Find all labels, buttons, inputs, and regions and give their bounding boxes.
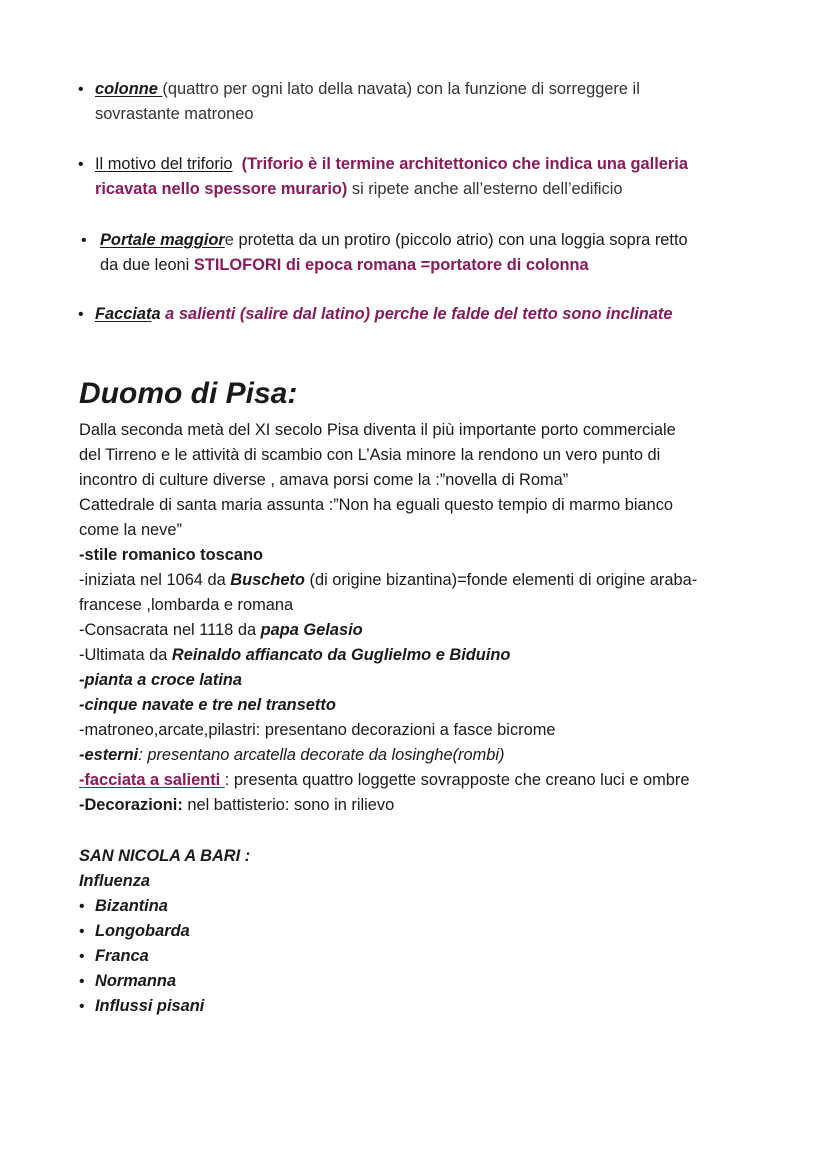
pisa-paragraph-line4: Cattedrale di santa maria assunta :”Non ha eguali questo tempio di marmo bianco xyxy=(79,496,674,514)
iniziata-text: -iniziata nel 1064 da xyxy=(79,571,231,589)
pisa-cinque-navate: -cinque navate e tre nel transetto xyxy=(79,696,336,714)
triforio-definition-2: ricavata nello spessore murario) xyxy=(95,180,348,198)
architects-names: Reinaldo affiancato da Guglielmo e Biduino xyxy=(171,646,511,664)
bullet-dot: • xyxy=(81,232,87,249)
ultimata-text: -Ultimata da xyxy=(79,646,172,664)
bullet-colonne-line1 xyxy=(95,77,640,102)
term-colonne: colonne xyxy=(95,80,163,98)
papa-gelasio: papa Gelasio xyxy=(260,621,363,639)
decorazioni-text: nel battisterio: sono in rilievo xyxy=(182,796,395,814)
triforio-rest: si ripete anche all’esterno dell’edificio xyxy=(347,180,623,198)
bullet-portale-line1 xyxy=(100,228,688,253)
bullet-facciata-line xyxy=(95,302,673,327)
consacrata-text: -Consacrata nel 1118 da xyxy=(79,621,261,639)
bullet-colonne-line2: sovrastante matroneo xyxy=(95,105,254,123)
bullet-dot: • xyxy=(79,973,85,990)
iniziata-rest: (di origine bizantina)=fonde elementi di origine araba- xyxy=(304,571,698,589)
esterni-text: : presentano arcatella decorate da losinghe(rombi) xyxy=(138,746,505,764)
pisa-paragraph-line5: come la neve” xyxy=(79,521,182,539)
facciata-salienti-label: -facciata a salienti xyxy=(79,771,225,789)
pisa-ultimata xyxy=(79,643,510,668)
bullet-dot: • xyxy=(79,998,85,1015)
bari-influenza: Influenza xyxy=(79,872,151,890)
pisa-consacrata xyxy=(79,618,363,643)
bullet-dot: • xyxy=(78,306,84,323)
triforio-definition-1: (Triforio è il termine architettonico che indica una galleria xyxy=(241,155,688,173)
bullet-triforio-line2 xyxy=(95,177,623,202)
colonne-description: (quattro per ogni lato della navata) con la funzione di sorreggere il xyxy=(162,80,640,98)
pisa-facciata xyxy=(79,768,689,793)
pisa-paragraph-line2: del Tirreno e le attività di scambio con L’Asia minore la rendono un vero punto di xyxy=(79,446,661,464)
term-facciata: Facciat xyxy=(95,305,152,323)
portale-description: protetta da un protiro (piccolo atrio) con una loggia sopra retto xyxy=(233,231,688,249)
pisa-pianta: -pianta a croce latina xyxy=(79,671,243,689)
bullet-dot: • xyxy=(79,898,85,915)
list-item: Influssi pisani xyxy=(95,997,205,1015)
esterni-label: -esterni xyxy=(79,746,139,764)
bullet-dot: • xyxy=(78,156,84,173)
list-item: Bizantina xyxy=(95,897,168,915)
bullet-dot: • xyxy=(78,81,84,98)
pisa-decorazioni xyxy=(79,793,394,818)
decorazioni-label: -Decorazioni: xyxy=(79,796,183,814)
buscheto-name: Buscheto xyxy=(230,571,305,589)
pisa-esterni xyxy=(79,743,505,768)
pisa-paragraph-line1: Dalla seconda metà del XI secolo Pisa diventa il più importante porto commerciale xyxy=(79,421,676,439)
pisa-matroneo: -matroneo,arcate,pilastri: presentano decorazioni a fasce bicrome xyxy=(79,721,556,739)
pisa-paragraph-line3: incontro di culture diverse , amava porsi come la :”novella di Roma” xyxy=(79,471,569,489)
pisa-stile: -stile romanico toscano xyxy=(79,546,263,564)
pisa-iniziata-line1 xyxy=(79,568,697,593)
term-triforio: Il motivo del triforio xyxy=(95,155,233,173)
section-title-pisa: Duomo di Pisa: xyxy=(79,377,298,410)
pisa-iniziata-line2: francese ,lombarda e romana xyxy=(79,596,294,614)
section-title-bari: SAN NICOLA A BARI : xyxy=(79,847,251,865)
bullet-triforio-line1 xyxy=(95,152,688,177)
list-item: Franca xyxy=(95,947,149,965)
portale-suffix: e xyxy=(224,231,234,249)
facciata-description: a salienti (salire dal latino) perche le falde del tetto sono inclinate xyxy=(160,305,673,323)
stilofori-text: STILOFORI di epoca romana =portatore di colonna xyxy=(193,256,589,274)
portale-line2-text: da due leoni xyxy=(100,256,194,274)
facciata-suffix: a xyxy=(151,305,161,323)
term-portale: Portale maggior xyxy=(100,231,225,249)
list-item: Longobarda xyxy=(95,922,190,940)
facciata-salienti-text: : presenta quattro loggette sovrapposte che creano luci e ombre xyxy=(224,771,690,789)
bullet-dot: • xyxy=(79,948,85,965)
list-item: Normanna xyxy=(95,972,177,990)
bullet-portale-line2 xyxy=(100,253,589,278)
bullet-dot: • xyxy=(79,923,85,940)
